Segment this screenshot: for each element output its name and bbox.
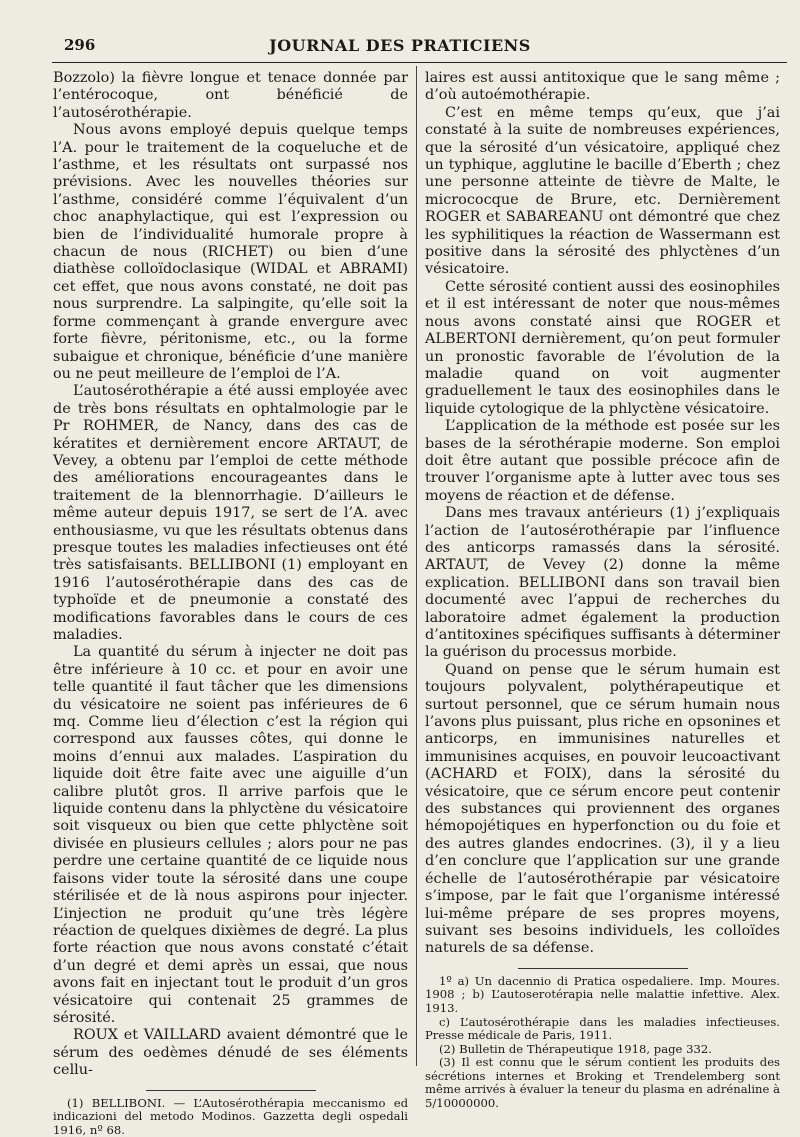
paragraph: L’application de la méthode est posée sur les bases de la sérothérapie moderne. Son emploi doit être autant que possible précoce afin de trouver l’organisme apte à lutter avec tous ses moyens de réaction et de défense. <box>425 418 780 504</box>
page-number: 296 <box>64 36 96 54</box>
footnotes <box>53 1097 408 1137</box>
footnote: c) L’autosérothérapie dans les maladies infectieuses. Presse médicale de Paris, 1911. <box>425 1014 780 1043</box>
paragraph: ROUX et VAILLARD avaient démontré que le sérum des oedèmes dénudé de ses éléments cellu- <box>53 1027 408 1079</box>
paragraph: La quantité du sérum à injecter ne doit pas être inférieure à 10 cc. et pour en avoir une telle quantité il faut tâcher que les dimensions du vésicatoire ne soient pas inférieures de 6 mq. Comme lieu d’élection c’est la région qui correspond aux fausses côtes, qui donne le moins d’ennui aux malades. L’aspiration du liquide doit être faite avec une aiguille d’un calibre plutôt gros. Il arrive parfois que le liquide contenu dans la phlyctène du vésicatoire soit visqueux ou bien que cette phlyctène soit divisée en plusieurs cellules ; alors pour ne pas perdre une certaine quantité de ce liquide nous faisons vider toute la sérosité dans une coupe stérilisée et de là nous aspirons pour injecter. L’injection ne produit qu’une très légère réaction de quelques dixièmes de degré. La plus forte réaction que nous avons constaté c’était d’un degré et demi après un essai, que nous avons fait en injectant tout le produit d’un gros vésicatoire qui contenait 25 grammes de sérosité. <box>53 644 408 1026</box>
right-column <box>425 70 780 1111</box>
column-separator <box>416 66 417 1066</box>
running-title: JOURNAL DES PRATICIENS <box>269 36 531 55</box>
header-rule <box>52 62 787 63</box>
paragraph: Dans mes travaux antérieurs (1) j’expliquais l’action de l’autosérothérapie par l’influence des anticorps ramassés dans la sérosité. ARTAUT, de Vevey (2) donne la même explication. BELLIBONI dans son travail bien documenté avec l’appui de recherches du laboratoire admet également la production d’antitoxines spécifiques suffisants à déterminer la guérison du processus morbide. <box>425 505 780 661</box>
paragraph: Quand on pense que le sérum humain est toujours polyvalent, polythérapeutique et surtout personnel, que ce sérum humain nous l’avons plus puissant, plus riche en opsonines et anticorps, en immunisines naturelles et immunisines acquises, en pouvoir leucoactivant (ACHARD et FOIX), dans la sérosité du vésicatoire, que ce sérum encore peut contenir des substances qui proviennent des organes hémopojétiques en hyperfonction ou du foie et des autres glandes endocrines. (3), il y a lieu d’en conclure que l’application sur une grande échelle de l’autosérothérapie par vésicatoire s’impose, par le fait que l’organisme intéressé lui-même prépare de ses propres moyens, suivant ses besoins individuels, les colloïdes naturels de sa défense. <box>425 661 780 957</box>
paragraph: C’est en même temps qu’eux, que j’ai constaté à la suite de nombreuses expériences, que la sérosité d’un vésicatoire, appliqué chez un typhique, agglutine le bacille d’Eberth ; chez une personne atteinte de tièvre de Malte, le micrococque de Brure, etc. Dernièrement ROGER et SABAREANU ont démontré que chez les syphilitiques la réaction de Wassermann est positive dans la sérosité des phlyctènes d’un vésicatoire. <box>425 104 780 278</box>
paragraph: Bozzolo) la fièvre longue et tenace donnée par l’entérocoque, ont bénéficié de l’autosérothérapie. <box>53 70 408 121</box>
left-column <box>53 70 408 1137</box>
footnotes <box>425 975 780 1111</box>
footnote: (1) BELLIBONI. — L’Autosérothérapia meccanismo ed indicazioni del metodo Modinos. Gazzetta degli ospedali 1916, nº 68. <box>53 1095 408 1137</box>
footnote-rule <box>146 1090 316 1091</box>
footnote: 1º a) Un dacennio di Pratica ospedaliere. Imp. Moures. 1908 ; b) L’autoserotérapia nelle malattie infettive. Alex. 1913. <box>425 973 780 1015</box>
footnote-rule <box>518 968 688 969</box>
footnote: (3) Il est connu que le sérum contient les produits des sécrétions internes et Broking et Trendelemberg sont même arrivés à évaluer la teneur du plasma en adrénaline à 5/10000000. <box>425 1055 780 1111</box>
footnote: (2) Bulletin de Thérapeutique 1918, page 332. <box>439 1041 712 1056</box>
paragraph: Nous avons employé depuis quelque temps l’A. pour le traitement de la coqueluche et de l’asthme, et les résultats ont surpassé nos prévisions. Avec les nouvelles théories sur l’asthme, considéré comme l’équivalent d’un choc anaphylactique, qui est l’expression ou bien de l’individualité humorale propre à chacun de nous (RICHET) ou bien d’une diathèse colloïdoclasique (WIDAL et ABRAMI) cet effet, que nous avons constaté, ne doit pas nous surprendre. La salpingite, qu’elle soit la forme commençant à grande envergure avec forte fièvre, péritonisme, etc., ou la forme subaigue et chronique, bénéficie d’une manière ou ne peut meilleure de l’emploi de l’A. <box>53 122 408 382</box>
paragraph: L’autosérothérapie a été aussi employée avec de très bons résultats en ophtalmologie par le Pr ROHMER, de Nancy, dans des cas de kératites et dernièrement encore ARTAUT, de Vevey, a obtenu par l’emploi de cette méthode des améliorations encourageantes dans le traitement de la blennorrhagie. D’ailleurs le même auteur depuis 1917, se sert de l’A. avec enthousiasme, vu que les résultats obtenus dans presque toutes les maladies infectieuses ont été très satisfaisants. BELLIBONI (1) employant en 1916 l’autosérothérapie dans des cas de typhoïde et de pneumonie a constaté des modifications favorables dans le cours de ces maladies. <box>53 383 408 643</box>
page-header <box>0 36 800 62</box>
paragraph: Cette sérosité contient aussi des eosinophiles et il est intéressant de noter que nous-mêmes nous avons constaté ainsi que ROGER et ALBERTONI dernièrement, qu’on peut formuler un pronostic favorable de l’évolution de la maladie quand on voit augmenter graduellement le taux des eosinophiles dans le liquide cytologique de la phlyctène vésicatoire. <box>425 278 780 417</box>
paragraph: laires est aussi antitoxique que le sang même ; d’où autoémothérapie. <box>425 70 780 104</box>
